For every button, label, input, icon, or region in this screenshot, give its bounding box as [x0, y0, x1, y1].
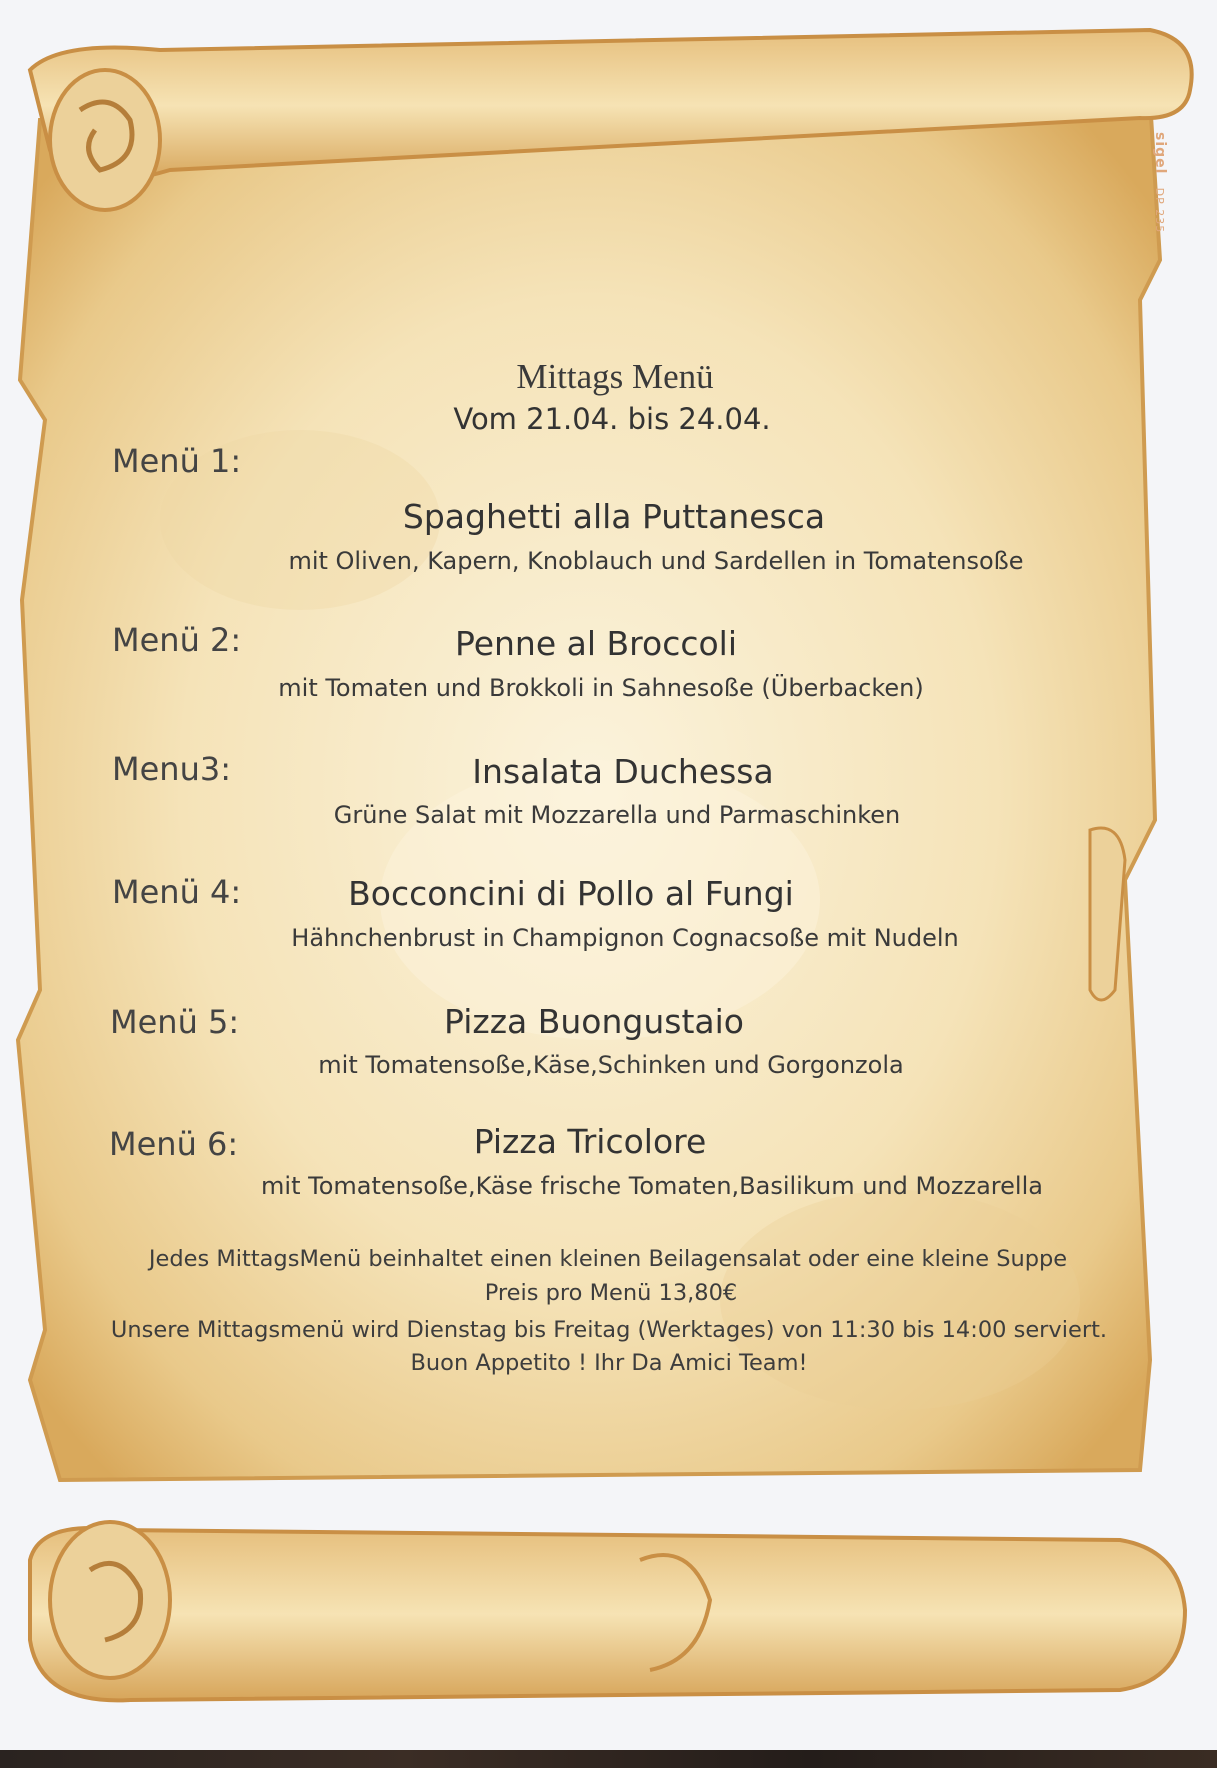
- dish-description: Hähnchenbrust in Champignon Cognacsoße mit Nudeln: [291, 924, 959, 952]
- brand-logo: sigel: [1152, 132, 1168, 175]
- menu-label: Menü 4:: [112, 873, 242, 911]
- dish-name: Pizza Buongustaio: [444, 1002, 744, 1041]
- dish-name: Insalata Duchessa: [472, 752, 774, 791]
- menu-label: Menü 5:: [110, 1003, 240, 1041]
- dish-description: mit Tomatensoße,Käse,Schinken und Gorgonzola: [318, 1051, 904, 1079]
- menu-date-range: Vom 21.04. bis 24.04.: [453, 402, 771, 436]
- dish-description: Grüne Salat mit Mozzarella und Parmaschinken: [333, 801, 901, 829]
- dish-description: mit Tomatensoße,Käse frische Tomaten,Basilikum und Mozzarella: [261, 1172, 1043, 1200]
- footer-price: Preis pro Menü 13,80€: [484, 1280, 738, 1306]
- table-surface: [0, 1750, 1217, 1768]
- dish-name: Spaghetti alla Puttanesca: [402, 497, 826, 536]
- menu-label: Menü 6:: [109, 1125, 239, 1163]
- menu-title: Mittags Menü: [516, 357, 714, 396]
- dish-name: Penne al Broccoli: [454, 624, 738, 663]
- manufacturer-watermark: [1152, 132, 1168, 233]
- dish-name: Pizza Tricolore: [473, 1122, 707, 1161]
- menu-label: Menu3:: [112, 750, 231, 788]
- dish-description: mit Oliven, Kapern, Knoblauch und Sardellen in Tomatensoße: [288, 547, 1024, 575]
- menu-label: Menü 2:: [112, 621, 242, 659]
- footer-side-dish-note: Jedes MittagsMenü beinhaltet einen kleinen Beilagensalat oder eine kleine Suppe: [148, 1246, 1068, 1272]
- dish-name: Bocconcini di Pollo al Fungi: [348, 874, 794, 913]
- dish-description: mit Tomaten und Brokkoli in Sahnesoße (Überbacken): [278, 674, 924, 702]
- footer-serving-times: Unsere Mittagsmenü wird Dienstag bis Freitag (Werktages) von 11:30 bis 14:00 serviert.: [110, 1317, 1108, 1343]
- footer-greeting: Buon Appetito ! Ihr Da Amici Team!: [410, 1350, 808, 1376]
- menu-label: Menü 1:: [112, 442, 242, 480]
- product-code: DP 235: [1153, 187, 1166, 234]
